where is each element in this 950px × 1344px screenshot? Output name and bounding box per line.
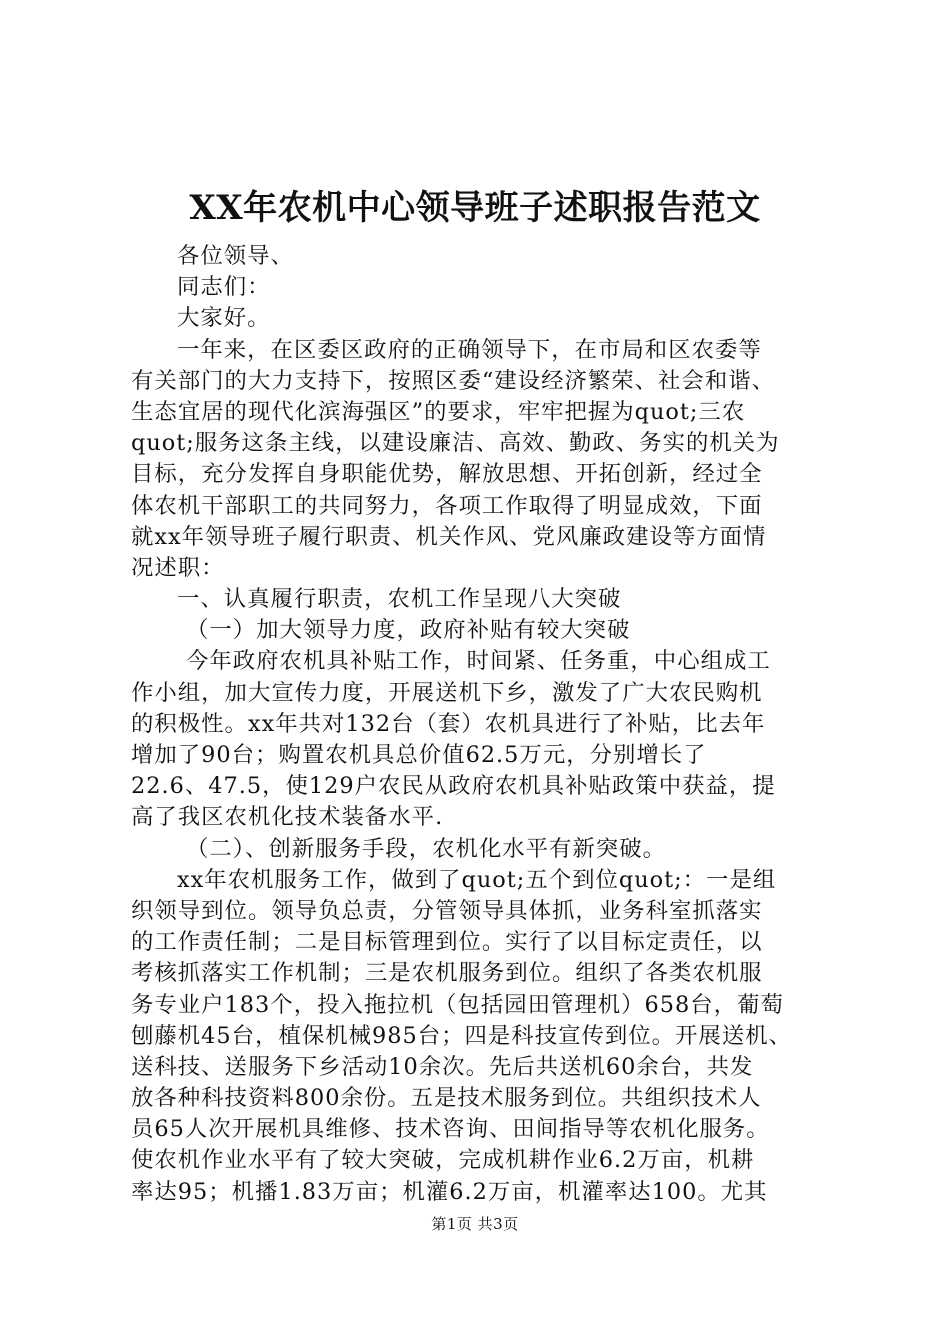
paragraph-line: xx年农机服务工作，做到了quot;五个到位quot;：一是组 [177, 866, 777, 893]
salutation-line: 各位领导、 [177, 243, 294, 269]
paragraph-line: 有关部门的大力支持下，按照区委“建设经济繁荣、社会和谐、 [131, 367, 775, 394]
paragraph-line: 目标，充分发挥自身职能优势，解放思想、开拓创新，经过全 [131, 461, 763, 488]
salutation-line: 同志们： [177, 274, 271, 301]
greeting-line: 大家好。 [177, 305, 271, 332]
paragraph-line: quot;服务这条主线，以建设廉洁、高效、勤政、务实的机关为 [131, 430, 780, 457]
document-title: XX年农机中心领导班子述职报告范文 [189, 188, 761, 228]
paragraph-line: 一年来，在区委区政府的正确领导下，在市局和区农委等 [177, 336, 762, 363]
paragraph-line: 作小组，加大宣传力度，开展送机下乡，激发了广大农民购机 [131, 679, 763, 706]
subsection-heading: （一）加大领导力度，政府补贴有较大突破 [186, 617, 631, 644]
paragraph-line: 体农机干部职工的共同努力，各项工作取得了明显成效，下面 [131, 492, 763, 519]
paragraph-line: 率达95；机播1.83万亩；机灌6.2万亩，机灌率达100。尤其 [131, 1178, 768, 1205]
paragraph-line: 务专业户183个，投入拖拉机（包括园田管理机）658台，葡萄 [131, 991, 784, 1018]
paragraph-line: 增加了90台；购置农机具总价值62.5万元，分别增长了 [131, 742, 707, 768]
paragraph-line: 刨藤机45台，植保机械985台；四是科技宣传到位。开展送机、 [131, 1022, 792, 1049]
paragraph-line: 使农机作业水平有了较大突破，完成机耕作业6.2万亩，机耕 [131, 1147, 755, 1174]
paragraph-line: 的工作责任制；二是目标管理到位。实行了以目标定责任，以 [131, 929, 763, 956]
paragraph-line: 送科技、送服务下乡活动10余次。先后共送机60余台，共发 [131, 1053, 754, 1080]
paragraph-line: 22.6、47.5，使129户农民从政府农机具补贴政策中获益，提 [131, 773, 776, 800]
paragraph-line: 生态宜居的现代化滨海强区”的要求，牢牢把握为quot;三农 [131, 398, 746, 425]
paragraph-line: 况述职： [131, 554, 225, 581]
page-number: 第1页 共3页 [431, 1215, 519, 1233]
paragraph-line: 就xx年领导班子履行职责、机关作风、党风廉政建设等方面情 [131, 523, 767, 550]
paragraph-line: 员65人次开展机具维修、技术咨询、田间指导等农机化服务。 [131, 1116, 770, 1143]
document-body [131, 241, 831, 1208]
paragraph-line: 的积极性。xx年共对132台（套）农机具进行了补贴，比去年 [131, 710, 766, 737]
section-heading: 一、认真履行职责，农机工作呈现八大突破 [177, 586, 622, 613]
paragraph-line: 织领导到位。领导负总责，分管领导具体抓，业务科室抓落实 [131, 897, 763, 924]
paragraph-line: 考核抓落实工作机制；三是农机服务到位。组织了各类农机服 [131, 960, 763, 987]
paragraph-line: 今年政府农机具补贴工作，时间紧、任务重，中心组成工 [186, 648, 771, 675]
paragraph-line: 放各种科技资料800余份。五是技术服务到位。共组织技术人 [131, 1085, 762, 1112]
paragraph-line: 高了我区农机化技术装备水平. [131, 804, 444, 831]
subsection-heading: （二）、创新服务手段，农机化水平有新突破。 [186, 835, 667, 862]
